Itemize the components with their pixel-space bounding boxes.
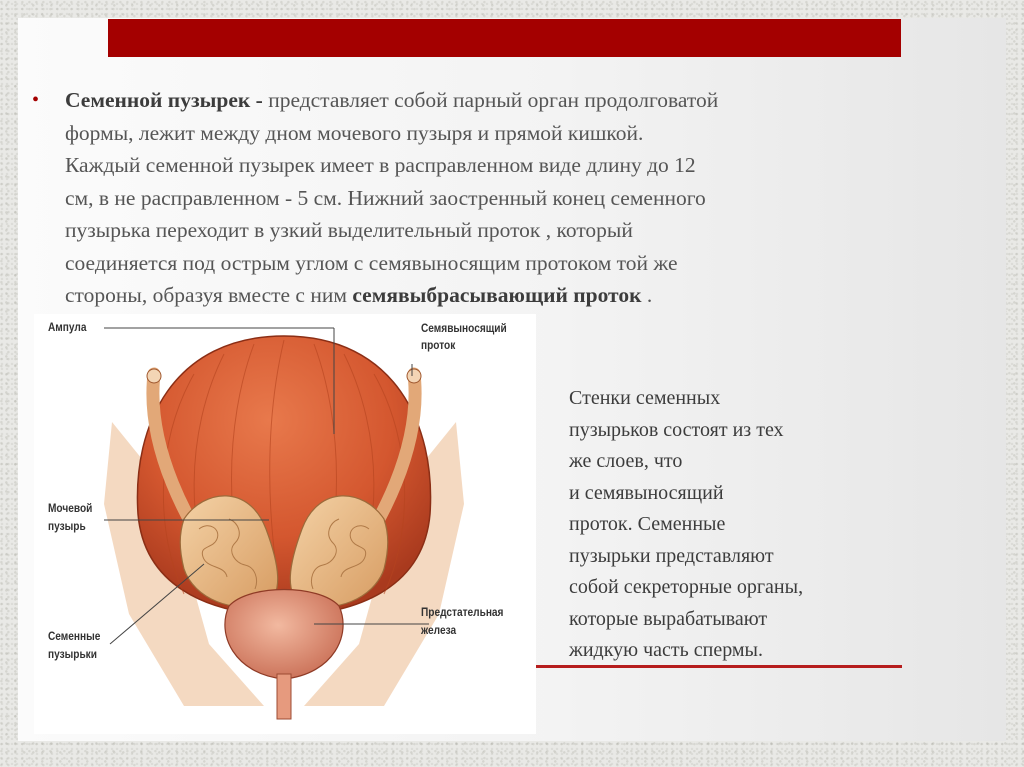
title-bar bbox=[108, 19, 901, 57]
anatomy-illustration bbox=[34, 314, 536, 734]
label-vas-deferens-1: Семявыносящий bbox=[421, 323, 507, 335]
side-line: же слоев, что bbox=[569, 450, 683, 472]
label-vas-deferens-2: проток bbox=[421, 340, 456, 352]
side-line: пузырьков состоят из тех bbox=[569, 418, 784, 441]
label-bladder-2: пузырь bbox=[48, 521, 86, 533]
bullet-line-4: см, в не расправленном - 5 см. Нижний заостренный конец семенного bbox=[65, 185, 706, 210]
side-line: Стенки семенных bbox=[569, 387, 721, 409]
label-prostate-2: железа bbox=[421, 625, 457, 637]
side-line: жидкую часть спермы. bbox=[569, 639, 763, 661]
label-ampulla: Ампула bbox=[48, 322, 87, 334]
bullet-line-2: формы, лежит между дном мочевого пузыря и прямой кишкой. bbox=[65, 120, 644, 145]
bullet-line-6: соединяется под острым углом с семявыносящим протоком той же bbox=[65, 250, 678, 275]
bullet-icon: • bbox=[32, 89, 40, 111]
term-bold: Семенной пузырек bbox=[65, 88, 251, 112]
bullet-line-5: пузырька переходит в узкий выделительный проток , который bbox=[65, 218, 633, 242]
ejaculatory-duct-term: семявыбрасывающий проток bbox=[352, 283, 642, 307]
side-paragraph bbox=[569, 383, 889, 667]
label-prostate-1: Предстательная bbox=[421, 607, 504, 619]
label-seminal-1: Семенные bbox=[48, 631, 101, 643]
bullet-paragraph bbox=[32, 84, 852, 312]
label-bladder-1: Мочевой bbox=[48, 503, 93, 515]
side-line: которые вырабатывают bbox=[569, 607, 768, 630]
bottom-divider bbox=[536, 665, 902, 668]
bullet-line-1: представляет собой парный орган продолговатой bbox=[268, 88, 719, 112]
side-line: и семявыносящий bbox=[569, 481, 724, 504]
bladder-illustration bbox=[34, 314, 536, 734]
bullet-text bbox=[65, 84, 852, 312]
term-dash: - bbox=[250, 88, 269, 112]
side-line: проток. Семенные bbox=[569, 513, 726, 535]
slide bbox=[18, 18, 1006, 741]
bullet-line-7-end: . bbox=[641, 283, 653, 307]
side-line: пузырьки представляют bbox=[569, 544, 774, 567]
bullet-line-3: Каждый семенной пузырек имеет в расправленном виде длину до 12 bbox=[65, 153, 696, 177]
label-seminal-2: пузырьки bbox=[48, 649, 97, 661]
bullet-line-7: стороны, образуя вместе с ним bbox=[65, 283, 353, 307]
side-line: собой секреторные органы, bbox=[569, 576, 804, 598]
